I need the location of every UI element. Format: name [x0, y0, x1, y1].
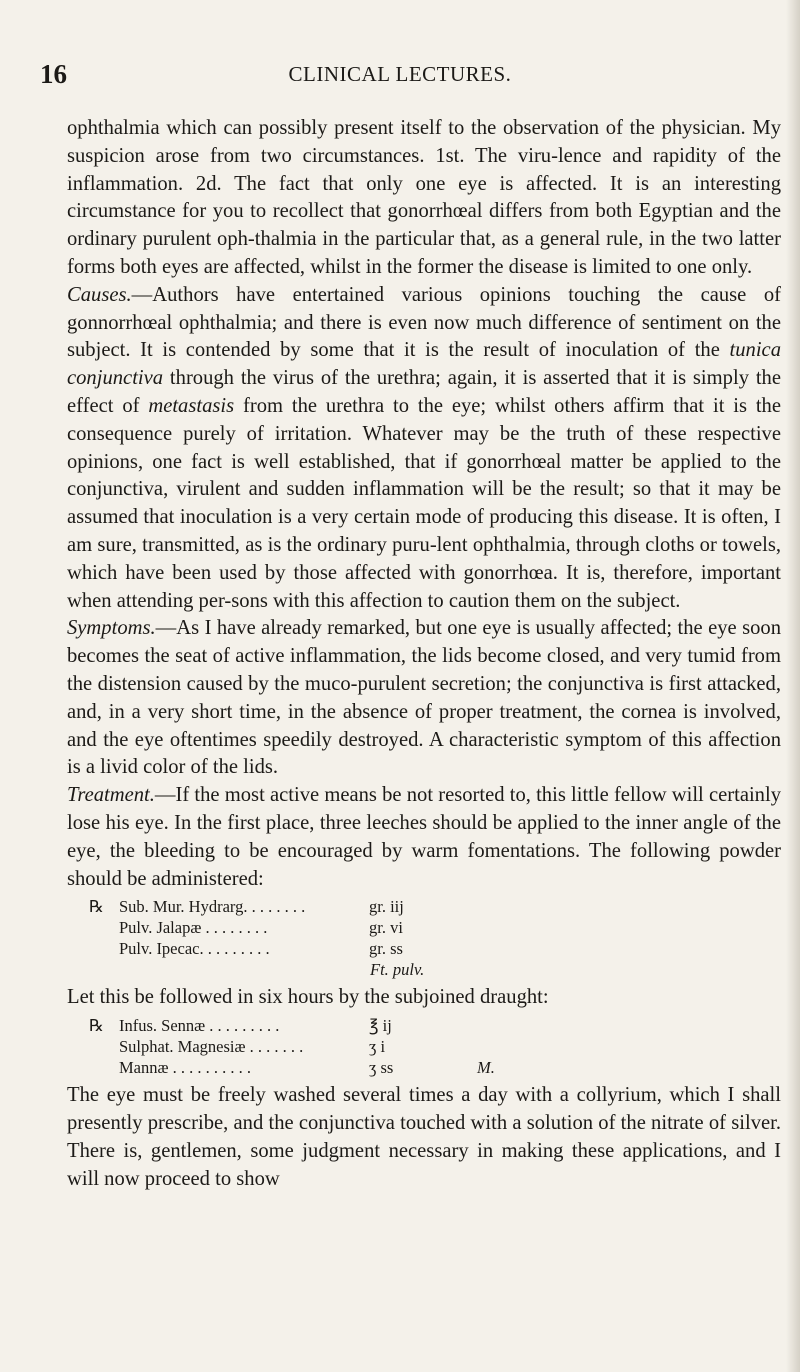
prescription-direction: Ft. pulv.	[370, 960, 425, 980]
page-header	[40, 59, 760, 95]
causes-text-b: through the virus of the urethra; again, it is asserted that it is simply the effect of	[67, 367, 781, 417]
paragraph-symptoms	[67, 615, 781, 782]
prescription-powder	[89, 896, 609, 980]
prescription-line	[89, 1036, 609, 1057]
prescription-direction: M.	[477, 1058, 495, 1078]
prescription-line	[89, 938, 609, 959]
recipe-symbol: ℞	[89, 897, 104, 917]
prescription-drug: Pulv. Ipecac. . . . . . . . .	[119, 939, 270, 959]
prescription-drug: Sulphat. Magnesiæ . . . . . . .	[119, 1037, 304, 1057]
treatment-text: —If the most active means be not resorted to, this little fellow will certainly lose his eye. In the first place, three leeches should be applied to the inner angle of the eye, the bleeding to be encouraged by warm fomentations. The following powder should be administered:	[67, 784, 781, 890]
section-heading-treatment: Treatment.	[67, 784, 155, 807]
prescription-drug: Sub. Mur. Hydrarg. . . . . . . .	[119, 897, 306, 917]
prescription-dose: ʒ ss	[369, 1058, 394, 1078]
prescription-draught	[89, 1015, 609, 1078]
causes-term-metastasis: metastasis	[148, 394, 235, 417]
causes-text-a: —Authors have entertained various opinions touching the cause of gonnorrhœal ophthalmia; and there is even now much difference of sentiment on the subject. It is contended by some that it is the result of inoculation of the	[67, 283, 781, 362]
paragraph-final: The eye must be freely washed several times a day with a collyrium, which I shall presently prescribe, and the conjunctiva touched with a solution of the nitrate of silver. There is, gentlemen, some judgment necessary in making these applications, and I will now proceed to show	[67, 1084, 781, 1190]
running-title: CLINICAL LECTURES.	[288, 62, 512, 86]
prescription-dose: gr. vi	[369, 918, 403, 938]
prescription-line	[89, 896, 609, 917]
paragraph-causes	[67, 282, 781, 616]
paragraph-treatment	[67, 782, 781, 893]
prescription-line	[89, 1015, 609, 1036]
causes-term-tunica: tunica conjunctiva	[67, 339, 781, 390]
section-heading-causes: Causes.	[67, 283, 132, 306]
prescription-drug: Pulv. Jalapæ . . . . . . . .	[119, 918, 268, 938]
symptoms-text: —As I have already remarked, but one eye is usually affected; the eye soon becomes the seat of active inflammation, the lids become closed, and very tumid from the distension caused by the muco-purulent secretion; the conjunctiva is first attacked, and, in a very short time, in the absence of proper treatment, the cornea is involved, and the eye oftentimes speedily destroyed. A characteristic symptom of this affection is a livid color of the lids.	[67, 617, 781, 779]
paragraph-between: Let this be followed in six hours by the subjoined draught:	[67, 986, 549, 1009]
prescription-dose: gr. ss	[369, 939, 403, 959]
section-heading-symptoms: Symptoms.	[67, 617, 156, 640]
prescription-dose: ʒ i	[369, 1037, 386, 1057]
prescription-line	[89, 917, 609, 938]
causes-text-c: from the urethra to the eye; whilst others affirm that it is the consequence purely of irritation. Whatever may be the truth of these respective opinions, one fact is well established, that if gonorrhœal matter be applied to the conjunctiva, virulent and sudden inflammation will be the result; so that it may be assumed that inoculation is a very certain mode of producing this disease. It is often, I am sure, transmitted, as is the ordinary puru-lent ophthalmia, through cloths or towels, which have been used by those affected with gonorrhœa. It is, therefore, important when attending per-sons with this affection to caution them on the subject.	[67, 394, 781, 612]
page-edge-shadow	[786, 0, 800, 1372]
prescription-drug: Infus. Sennæ . . . . . . . . .	[119, 1016, 280, 1036]
prescription-line	[89, 1057, 609, 1078]
lecture-body	[67, 115, 781, 1193]
paragraph-intro: ophthalmia which can possibly present itself to the observation of the physician. My suspicion arose from two circumstances. 1st. The viru-lence and rapidity of the inflammation. 2d. The fact that only one eye is affected. It is an interesting circumstance for you to recollect that gonorrhœal differs from both Egyptian and the ordinary purulent oph-thalmia in the particular that, as a general rule, in the two latter forms both eyes are affected, whilst in the former the disease is limited to one only.	[67, 117, 781, 278]
prescription-dose: ℥ ij	[369, 1016, 392, 1036]
prescription-drug: Mannæ . . . . . . . . . .	[119, 1058, 251, 1078]
recipe-symbol: ℞	[89, 1016, 104, 1036]
page-number: 16	[40, 59, 67, 89]
prescription-dose: gr. iij	[369, 897, 404, 917]
